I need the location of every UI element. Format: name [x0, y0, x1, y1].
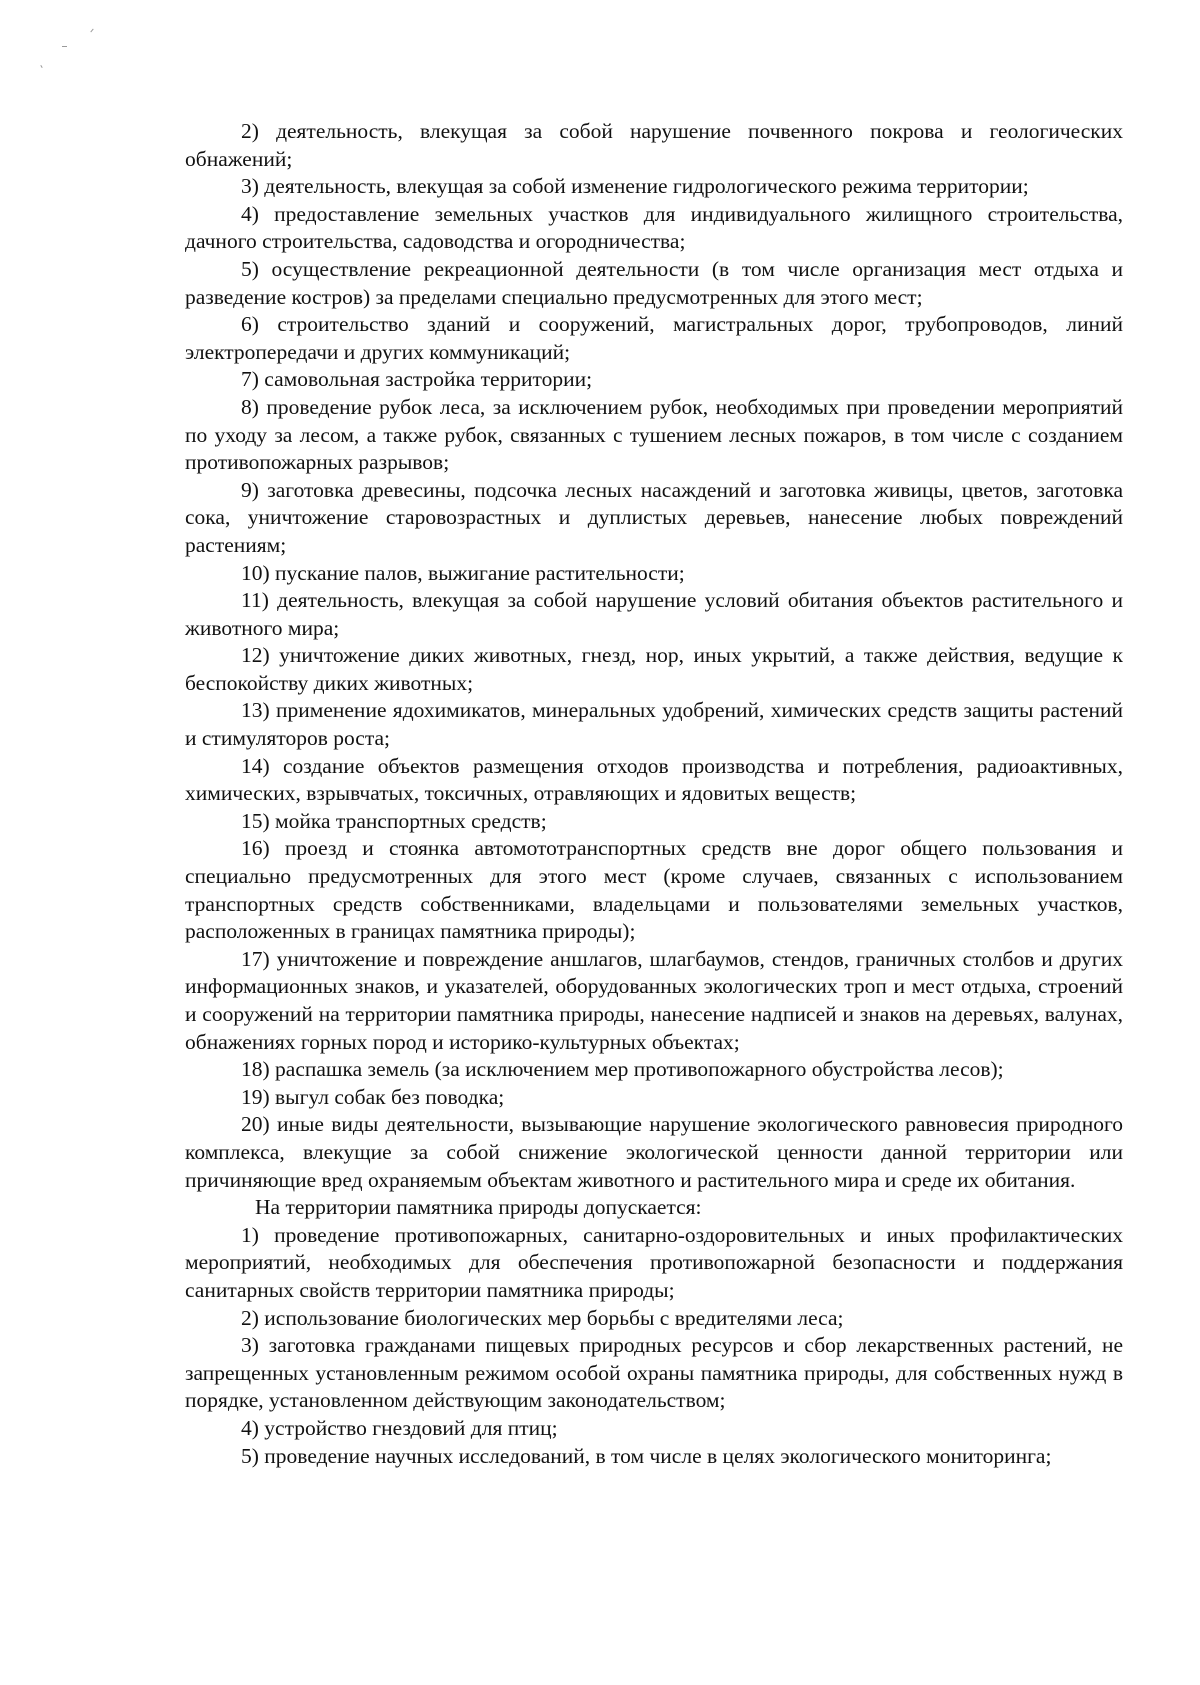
- paragraph-item-15: 15) мойка транспортных средств;: [241, 808, 547, 833]
- scan-artifact-mark: [90, 29, 93, 33]
- paragraph-item-5: 5) осуществление рекреационной деятельности (в том числе организация мест отдыха и разведение костров) за пределами специально предусмотренных для этого мест;: [185, 256, 1123, 309]
- paragraph-item-19: 19) выгул собак без поводка;: [241, 1084, 505, 1109]
- paragraph-item-10: 10) пускание палов, выжигание растительности;: [241, 560, 685, 585]
- permitted-item-2: 2) использование биологических мер борьбы с вредителями леса;: [241, 1305, 844, 1330]
- document-body: [185, 118, 1123, 1470]
- paragraph-item-11: 11) деятельность, влекущая за собой нарушение условий обитания объектов растительного и животного мира;: [185, 588, 1123, 640]
- scan-artifact-mark: [62, 46, 67, 47]
- paragraph-item-2: 2) деятельность, влекущая за собой нарушение почвенного покрова и геологических обнажений;: [185, 119, 1123, 171]
- paragraph-item-3: 3) деятельность, влекущая за собой изменение гидрологического режима территории;: [241, 174, 1029, 199]
- permitted-item-5: 5) проведение научных исследований, в том числе в целях экологического мониторинга;: [241, 1443, 1052, 1468]
- paragraph-item-9: 9) заготовка древесины, подсочка лесных насаждений и заготовка живицы, цветов, заготовка сока, уничтожение старовозрастных и дуплистых деревьев, нанесение любых повреждений растениям;: [185, 477, 1123, 557]
- paragraph-item-17: 17) уничтожение и повреждение аншлагов, шлагбаумов, стендов, граничных столбов и других информационных знаков, и указателей, оборудованных экологических троп и мест отдыха, строений и сооружений на территории памятника природы, нанесение надписей и знаков на деревьях, валунах, обнажениях горных пород и историко-культурных объектах;: [185, 946, 1123, 1054]
- paragraph-item-4: 4) предоставление земельных участков для индивидуального жилищного строительства, дачного строительства, садоводства и огородничества;: [185, 201, 1123, 254]
- paragraph-item-13: 13) применение ядохимикатов, минеральных удобрений, химических средств защиты растений и стимуляторов роста;: [185, 698, 1123, 751]
- paragraph-item-18: 18) распашка земель (за исключением мер противопожарного обустройства лесов);: [241, 1057, 1004, 1082]
- permitted-item-3: 3) заготовка гражданами пищевых природных ресурсов и сбор лекарственных растений, не запрещенных установленным режимом особой охраны памятника природы, для собственных нужд в порядке, установленном действующим законодательством;: [185, 1333, 1123, 1413]
- section-heading-permitted: На территории памятника природы допускается:: [255, 1195, 702, 1220]
- paragraph-item-14: 14) создание объектов размещения отходов производства и потребления, радиоактивных, химических, взрывчатых, токсичных, отравляющих и ядовитых веществ;: [185, 753, 1123, 806]
- paragraph-item-7: 7) самовольная застройка территории;: [241, 367, 593, 392]
- permitted-item-1: 1) проведение противопожарных, санитарно-оздоровительных и иных профилактических мероприятий, необходимых для обеспечения противопожарной безопасности и поддержания санитарных свойств территории памятника природы;: [185, 1222, 1123, 1302]
- paragraph-item-16: 16) проезд и стоянка автомототранспортных средств вне дорог общего пользования и специально предусмотренных для этого мест (кроме случаев, связанных с использованием транспортных средств собственниками, владельцами и пользователями земельных участков, расположенных в границах памятника природы);: [185, 836, 1123, 944]
- paragraph-item-12: 12) уничтожение диких животных, гнезд, нор, иных укрытий, а также действия, ведущие к беспокойству диких животных;: [185, 643, 1123, 695]
- paragraph-item-8: 8) проведение рубок леса, за исключением рубок, необходимых при проведении мероприятий по уходу за лесом, а также рубок, связанных с тушением лесных пожаров, в том числе с созданием противопожарных разрывов;: [185, 394, 1123, 475]
- scan-artifact-mark: [40, 65, 42, 68]
- paragraph-item-20: 20) иные виды деятельности, вызывающие нарушение экологического равновесия природного комплекса, влекущие за собой снижение экологической ценности данной территории или причиняющие вред охраняемым объектам животного и растительного мира и среде их обитания.: [185, 1112, 1123, 1192]
- paragraph-item-6: 6) строительство зданий и сооружений, магистральных дорог, трубопроводов, линий электропередачи и других коммуникаций;: [185, 312, 1123, 364]
- permitted-item-4: 4) устройство гнездовий для птиц;: [241, 1415, 558, 1440]
